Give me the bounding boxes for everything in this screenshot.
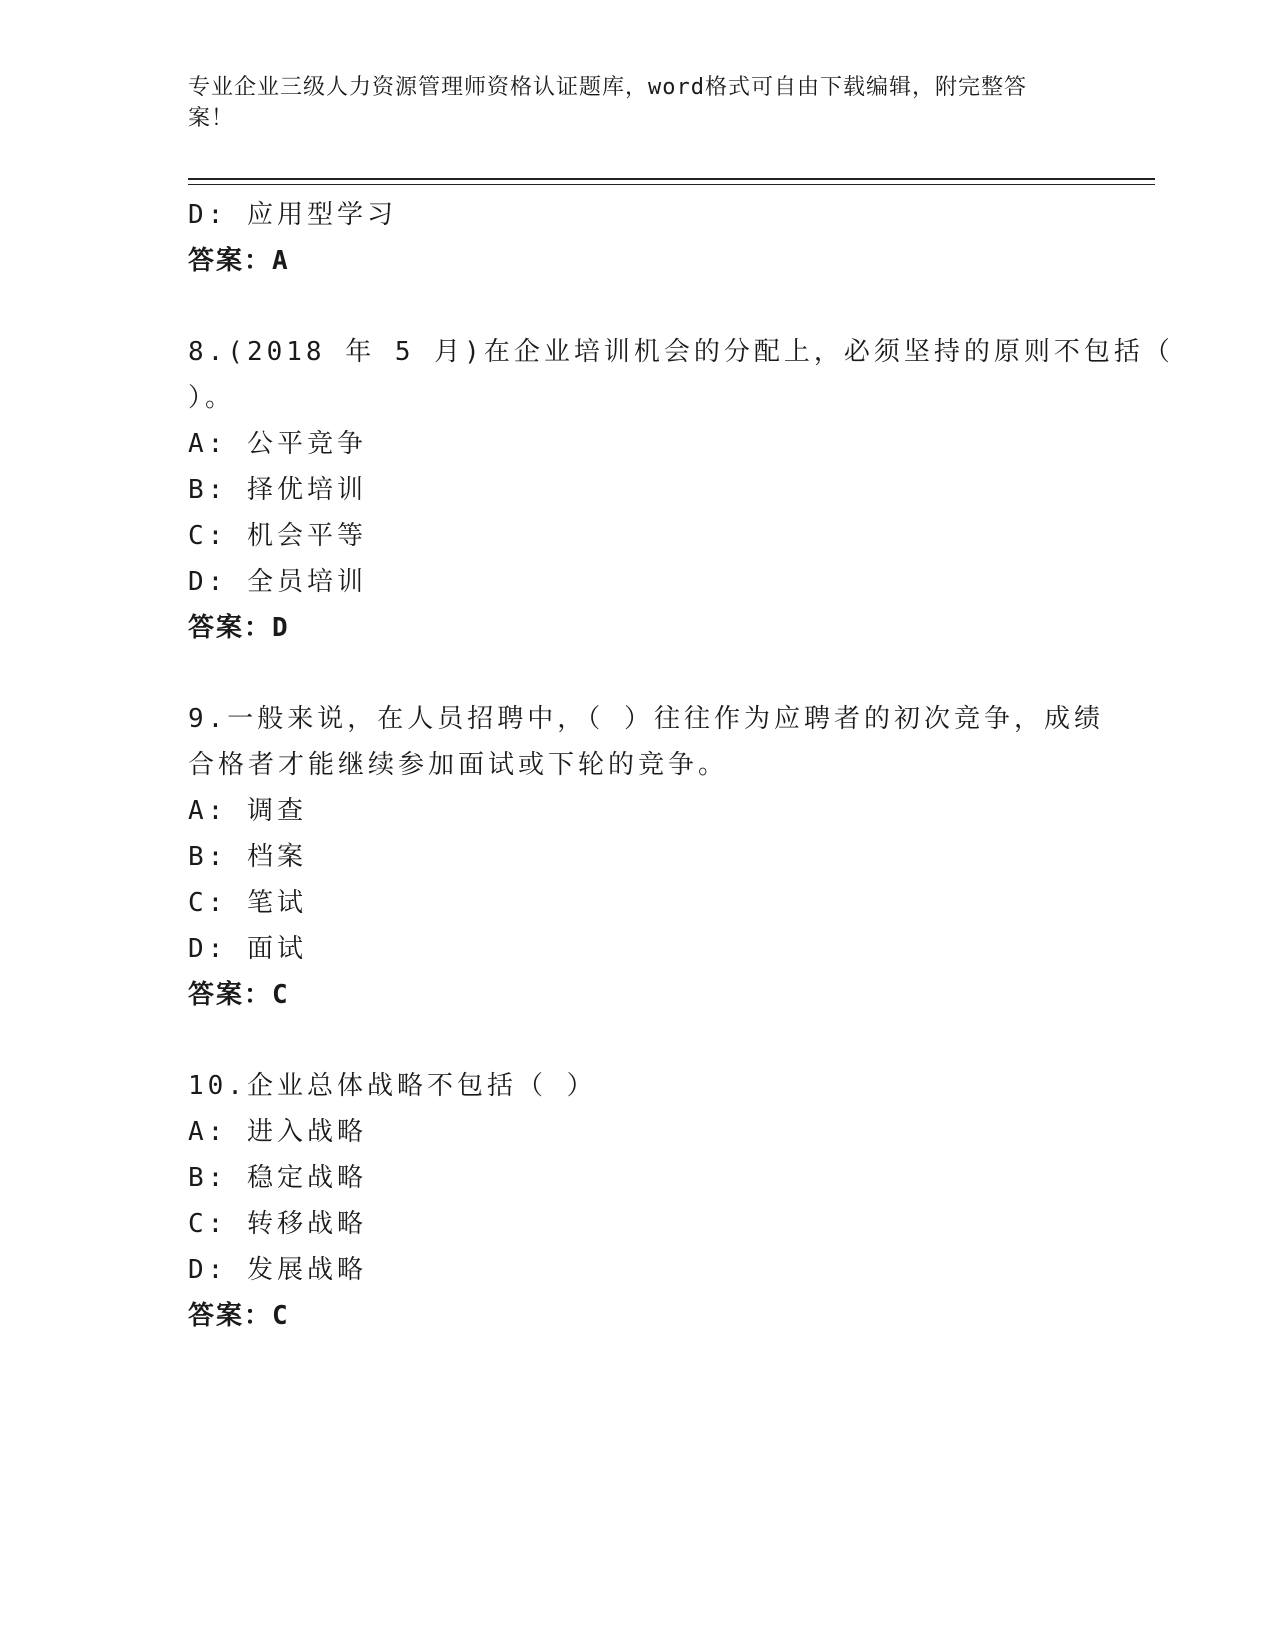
question-stem-continued: 合格者才能继续参加面试或下轮的竞争。 — [188, 750, 729, 780]
question-list — [188, 192, 1174, 1339]
answer: 答案：A — [188, 246, 290, 276]
option-d: D: 面试 — [188, 934, 307, 964]
option-d: D: 应用型学习 — [188, 200, 397, 230]
answer: 答案：C — [188, 1301, 290, 1331]
option-a: A: 公平竞争 — [188, 429, 367, 459]
option-b: B: 档案 — [188, 842, 307, 872]
document-header: 专业企业三级人力资源管理师资格认证题库，word格式可自由下载编辑，附完整答案！ — [188, 75, 1027, 131]
option-b: B: 择优培训 — [188, 475, 367, 505]
answer: 答案：D — [188, 613, 290, 643]
option-a: A: 进入战略 — [188, 1117, 367, 1147]
option-b: B: 稳定战略 — [188, 1163, 367, 1193]
option-a: A: 调查 — [188, 796, 307, 826]
question-stem: 10.企业总体战略不包括（ ） — [188, 1071, 597, 1101]
question-stem: 8.(2018 年 5 月)在企业培训机会的分配上，必须坚持的原则不包括（ — [188, 337, 1174, 367]
option-c: C: 转移战略 — [188, 1209, 367, 1239]
option-c: C: 笔试 — [188, 888, 307, 918]
option-d: D: 全员培训 — [188, 567, 367, 597]
option-c: C: 机会平等 — [188, 521, 367, 551]
question-stem-continued: ）。 — [188, 383, 236, 413]
answer: 答案：C — [188, 980, 290, 1010]
question-stem: 9.一般来说，在人员招聘中，（ ）往往作为应聘者的初次竞争，成绩 — [188, 704, 1104, 734]
option-d: D: 发展战略 — [188, 1255, 367, 1285]
header-rule-thick — [188, 178, 1155, 180]
header-rule-thin — [188, 184, 1155, 185]
